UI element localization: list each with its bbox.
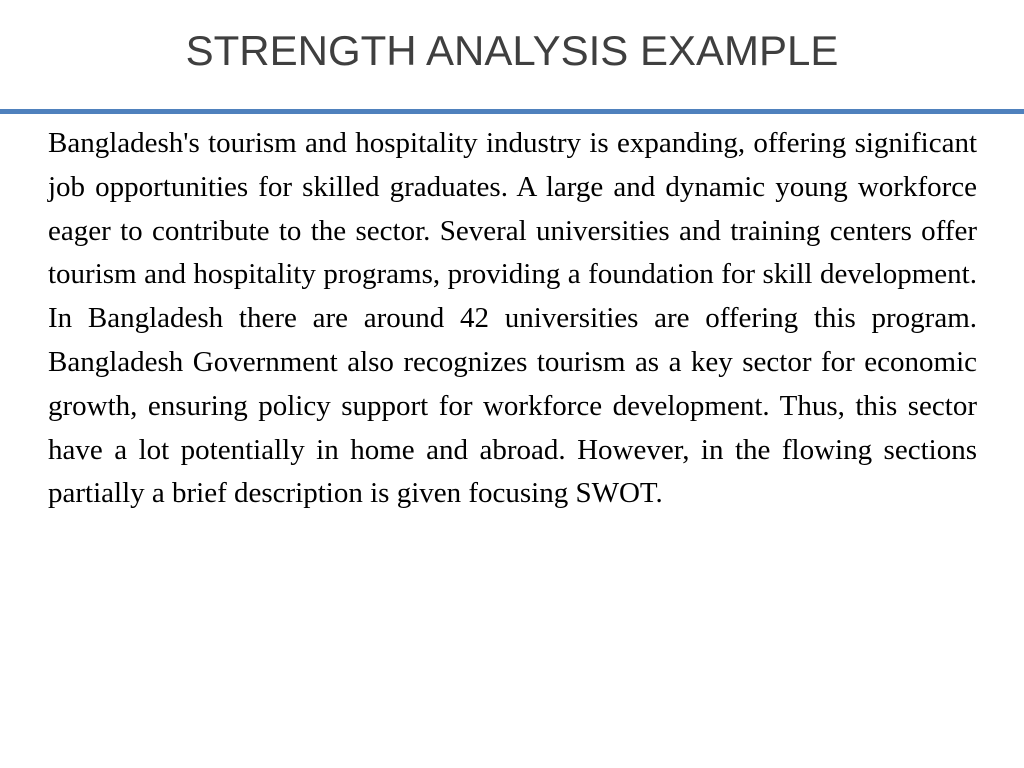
title-divider <box>0 109 1024 114</box>
slide-title: STRENGTH ANALYSIS EXAMPLE <box>185 27 839 74</box>
slide-body-text: Bangladesh's tourism and hospitality industry is expanding, offering significant job opportunities for skilled graduates. A large and dynamic young workforce eager to contribute to the sector. Several universities and training centers offer tourism and hospitality programs, providing a foundation for skill development. In Bangladesh there are around 42 universities are offering this program. Bangladesh Government also recognizes tourism as a key sector for economic growth, ensuring policy support for workforce development. Thus, this sector have a lot potentially in home and abroad. However, in the flowing sections partially a brief description is given focusing SWOT. <box>48 127 977 510</box>
